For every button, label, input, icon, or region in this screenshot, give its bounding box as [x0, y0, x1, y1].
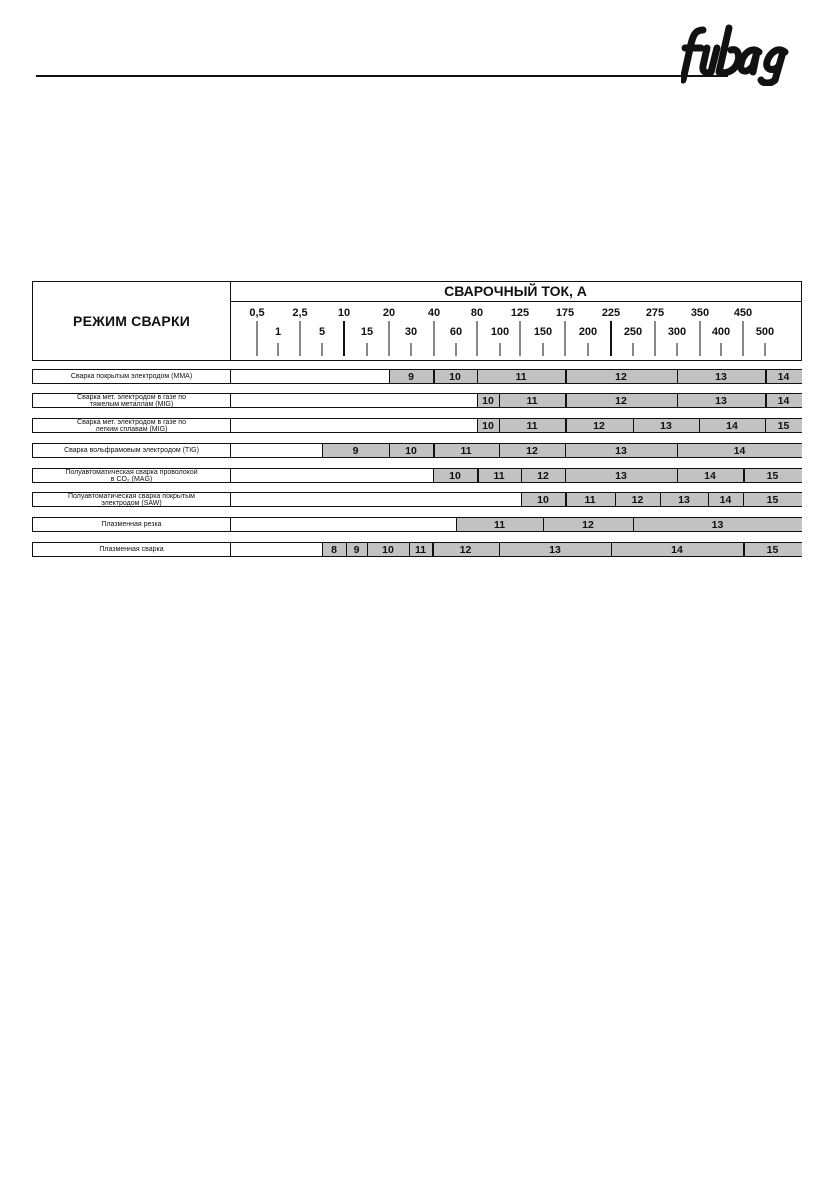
segment-divider: [433, 444, 435, 457]
filter-shade-number: 14: [704, 469, 716, 482]
welding-mode-label: Плазменная сварка: [33, 543, 231, 556]
filter-shade-number: 13: [678, 493, 690, 506]
scale-bottom-label: 60: [449, 326, 463, 338]
segment-divider: [499, 394, 500, 407]
scale-bottom-label: 400: [711, 326, 731, 338]
current-header: СВАРОЧНЫЙ ТОК, А: [230, 282, 801, 302]
filter-shade-number: 11: [526, 419, 538, 432]
segment-divider: [477, 370, 478, 383]
filter-shade-number: 14: [777, 394, 790, 407]
segment-divider: [565, 444, 566, 457]
segment-divider: [677, 469, 678, 482]
filter-shade-number: 12: [615, 370, 627, 383]
filter-shade-number: 13: [660, 419, 672, 432]
fubag-logo: [681, 22, 805, 86]
filter-shade-number: 10: [449, 370, 461, 383]
segment-divider: [765, 370, 767, 383]
segment-divider: [499, 444, 500, 457]
segment-divider: [477, 419, 478, 432]
segment-divider: [677, 394, 678, 407]
filter-shade-number: 11: [460, 444, 472, 457]
filter-shade-number: 13: [615, 444, 627, 457]
welding-mode-label: Сварка вольфрамовым электродом (TIG): [33, 444, 231, 457]
segment-divider: [346, 543, 347, 556]
filter-shade-number: 10: [382, 543, 394, 556]
filter-shade-number: 13: [711, 518, 724, 531]
segment-divider: [565, 370, 567, 383]
filter-shade-number: 13: [549, 543, 561, 556]
filter-shade-number: 8: [331, 543, 337, 556]
welding-table-header: [32, 281, 802, 361]
filter-shade-number: 12: [615, 394, 627, 407]
filter-shade-number: 10: [537, 493, 549, 506]
segment-divider: [565, 394, 567, 407]
scale-top-label: 175: [555, 307, 575, 319]
scale-top-label: 2,5: [292, 307, 308, 319]
filter-shade-number: 11: [493, 518, 506, 531]
segment-divider: [677, 444, 678, 457]
scale-bottom-label: 250: [623, 326, 643, 338]
filter-shade-number: 13: [715, 370, 727, 383]
scale-bottom-label: 200: [578, 326, 598, 338]
welding-mode-row: [32, 492, 802, 507]
scale-top-label: 450: [733, 307, 753, 319]
scale-bottom-label: 300: [667, 326, 687, 338]
segment-divider: [543, 518, 544, 531]
filter-shade-number: 14: [733, 444, 746, 457]
filter-shade-number: 14: [671, 543, 683, 556]
welding-mode-label: Сварка мет. электродом в газе по тяжелым металлам (MIG): [33, 394, 231, 407]
filter-shade-number: 12: [631, 493, 644, 506]
filter-shade-number: 15: [766, 469, 779, 482]
segment-divider: [409, 543, 410, 556]
scale-top-label: 80: [470, 307, 484, 319]
filter-shade-number: 12: [459, 543, 472, 556]
segment-divider: [367, 543, 368, 556]
filter-shade-number: 14: [726, 419, 738, 432]
scale-bottom-label: 5: [318, 326, 326, 338]
filter-shade-number: 10: [449, 469, 461, 482]
scale-bottom-label: 500: [755, 326, 775, 338]
scale-bottom-label: 30: [404, 326, 418, 338]
segment-divider: [615, 493, 616, 506]
filter-shade-number: 11: [515, 370, 527, 383]
segment-divider: [389, 444, 390, 457]
filter-shade-number: 10: [482, 419, 494, 432]
segment-divider: [765, 419, 766, 432]
filter-shade-number: 14: [719, 493, 732, 506]
filter-shade-number: 10: [405, 444, 417, 457]
segment-divider: [432, 543, 434, 556]
filter-shade-number: 11: [584, 493, 596, 506]
segment-divider: [477, 394, 478, 407]
segment-divider: [565, 469, 566, 482]
scale-top-label: 225: [601, 307, 621, 319]
scale-bottom-label: 15: [360, 326, 374, 338]
segment-divider: [611, 543, 612, 556]
filter-shade-number: 15: [766, 493, 779, 506]
segment-divider: [433, 370, 435, 383]
segment-divider: [699, 419, 700, 432]
filter-shade-number: 13: [715, 394, 727, 407]
welding-mode-label: Сварка покрытым электродом (MMA): [33, 370, 231, 383]
filter-shade-number: 12: [593, 419, 605, 432]
filter-shade-number: 12: [582, 518, 594, 531]
welding-mode-label: Полуавтоматическая сварка покрытым электродом (SAW): [33, 493, 231, 506]
scale-top-label: 20: [382, 307, 396, 319]
segment-divider: [708, 493, 709, 506]
segment-divider: [660, 493, 661, 506]
welding-mode-row: [32, 443, 802, 458]
welding-mode-row: [32, 517, 802, 532]
filter-shade-number: 15: [766, 543, 779, 556]
segment-divider: [743, 493, 744, 506]
filter-shade-number: 14: [777, 370, 790, 383]
segment-divider: [499, 419, 500, 432]
header-rule: [36, 75, 728, 77]
segment-divider: [565, 419, 567, 432]
segment-divider: [765, 394, 767, 407]
segment-divider: [389, 370, 390, 383]
filter-shade-number: 12: [537, 469, 549, 482]
filter-shade-number: 15: [777, 419, 790, 432]
welding-mode-label: Сварка мет. электродом в газе по легким сплавам (MIG): [33, 419, 231, 432]
filter-shade-number: 9: [408, 370, 414, 383]
welding-mode-row: [32, 393, 802, 408]
filter-shade-number: 11: [493, 469, 505, 482]
segment-divider: [477, 469, 479, 482]
filter-shade-number: 9: [352, 444, 359, 457]
welding-mode-label: Плазменная резка: [33, 518, 231, 531]
segment-divider: [521, 493, 522, 506]
welding-mode-row: [32, 418, 802, 433]
segment-divider: [433, 469, 434, 482]
segment-divider: [565, 493, 567, 506]
filter-shade-number: 10: [482, 394, 494, 407]
scale-bottom-label: 1: [274, 326, 282, 338]
welding-mode-label: Полуавтоматическая сварка проволокой в CO₂ (MAG): [33, 469, 231, 482]
filter-shade-number: 13: [615, 469, 627, 482]
scale-top-label: 350: [690, 307, 710, 319]
welding-mode-row: [32, 542, 802, 557]
segment-divider: [743, 469, 745, 482]
scale-top-label: 0,5: [249, 307, 265, 319]
welding-mode-row: [32, 369, 802, 384]
segment-divider: [499, 543, 500, 556]
mode-header: РЕЖИМ СВАРКИ: [33, 282, 231, 360]
segment-divider: [456, 518, 457, 531]
scale-top-label: 10: [337, 307, 351, 319]
scale-top-label: 40: [427, 307, 441, 319]
scale-bottom-label: 150: [533, 326, 553, 338]
filter-shade-number: 9: [353, 543, 360, 556]
segment-divider: [743, 543, 745, 556]
scale-bottom-label: 100: [490, 326, 510, 338]
segment-divider: [633, 518, 634, 531]
filter-shade-number: 11: [414, 543, 427, 556]
filter-shade-number: 11: [526, 394, 538, 407]
filter-shade-number: 12: [526, 444, 538, 457]
scale-top-label: 125: [510, 307, 530, 319]
segment-divider: [521, 469, 522, 482]
segment-divider: [322, 444, 323, 457]
segment-divider: [677, 370, 678, 383]
segment-divider: [633, 419, 634, 432]
welding-mode-row: [32, 468, 802, 483]
scale-top-label: 275: [645, 307, 665, 319]
segment-divider: [322, 543, 323, 556]
